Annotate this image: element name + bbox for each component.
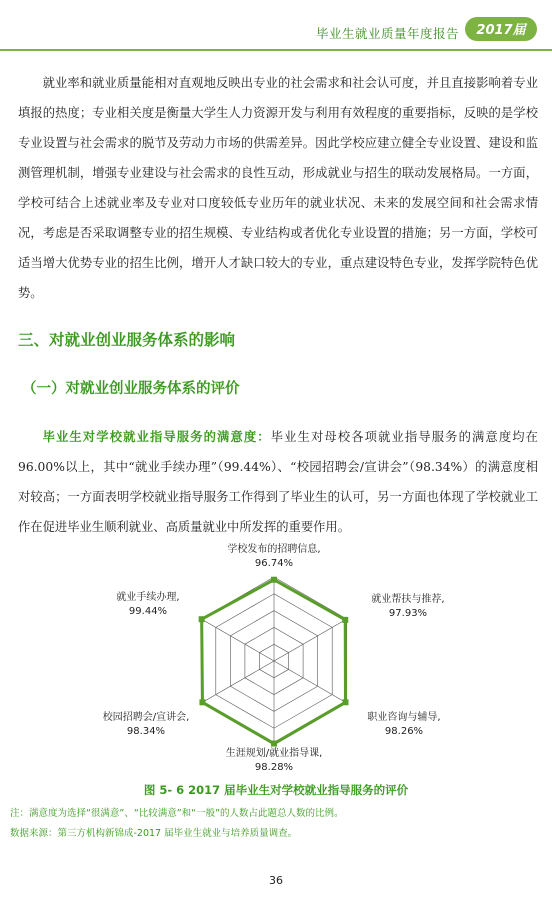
year-badge-text: 2017届 — [476, 23, 526, 38]
header-divider — [0, 49, 552, 51]
radar-spoke — [274, 661, 347, 703]
radar-value-label: 99.44% — [128, 606, 168, 617]
radar-axis-label: 就业帮扶与推荐, — [371, 594, 445, 605]
radar-spoke — [201, 619, 274, 661]
radar-data-point — [199, 699, 205, 705]
figure-source: 数据来源：第三方机构新锦成-2017 届毕业生就业与培养质量调查。 — [10, 828, 298, 839]
radar-data-point — [199, 616, 205, 622]
radar-data-point — [342, 699, 348, 705]
radar-spoke — [274, 619, 347, 661]
radar-value-label: 98.34% — [126, 726, 166, 737]
subsection-heading: （一）对就业创业服务体系的评价 — [22, 381, 240, 397]
radar-value-label: 96.74% — [254, 558, 294, 569]
radar-axis-label: 生涯规划/就业指导课, — [225, 748, 323, 759]
radar-axis-label: 校园招聘会/宣讲会, — [102, 712, 190, 723]
radar-data-point — [271, 577, 277, 583]
radar-chart — [0, 540, 552, 772]
radar-value-label: 98.26% — [384, 726, 424, 737]
radar-axis-label: 就业手续办理, — [116, 592, 180, 603]
radar-data-point — [271, 741, 277, 747]
radar-data-point — [342, 617, 348, 623]
radar-axis-label: 学校发布的招聘信息, — [227, 544, 321, 555]
year-badge — [464, 16, 538, 42]
radar-spoke — [201, 661, 274, 703]
figure-note: 注：满意度为选择“很满意”、“比较满意”和“一般”的人数占此题总人数的比例。 — [10, 808, 344, 819]
figure-caption: 图 5- 6 2017 届毕业生对学校就业指导服务的评价 — [143, 783, 409, 797]
radar-value-label: 98.28% — [254, 762, 294, 772]
body-paragraph-1: 就业率和就业质量能相对直观地反映出专业的社会需求和社会认可度，并且直接影响着专业填报的热度；专业相关度是衡量大学生人力资源开发与利用有效程度的重要指标，反映的是学校专业设置与社会需求的脱节及劳动力市场的供需差异。因此学校应建立健全专业设置、建设和监测管理机制，增强专业建设与社会需求的良性互动，形成就业与招生的联动发展格局。一方面，学校可结合上述就业率及专业对口度较低专业历年的就业状况、未来的发展空间和社会需求情况，考虑是否采取调整专业的招生规模、专业结构或者优化专业设置的措施；另一方面，学校可适当增大优势专业的招生比例，增开人才缺口较大的专业，重点建设特色专业，发挥学院特色优势。 — [18, 76, 538, 300]
section-heading: 三、对就业创业服务体系的影响 — [18, 331, 236, 349]
radar-series-line — [202, 580, 346, 744]
body-paragraph-2 — [18, 422, 538, 542]
paragraph-text: 毕业生对母校各项就业指导服务的满意度均在 96.00%以上，其中“就业手续办理”（99.44%）、“校园招聘会/宣讲会”（98.34%）的满意度相对较高；一方面表明学校就业指导服务工作得到了毕业生的认可，另一方面也体现了学校就业工作在促进毕业生顺利就业、高质量就业中所发挥的重要作用。 — [18, 430, 538, 534]
paragraph-lead: 毕业生对学校就业指导服务的满意度： — [42, 429, 271, 444]
radar-axis-label: 职业咨询与辅导, — [367, 712, 441, 723]
header-title: 毕业生就业质量年度报告 — [315, 26, 459, 41]
page-number: 36 — [269, 874, 283, 887]
radar-value-label: 97.93% — [388, 608, 428, 619]
